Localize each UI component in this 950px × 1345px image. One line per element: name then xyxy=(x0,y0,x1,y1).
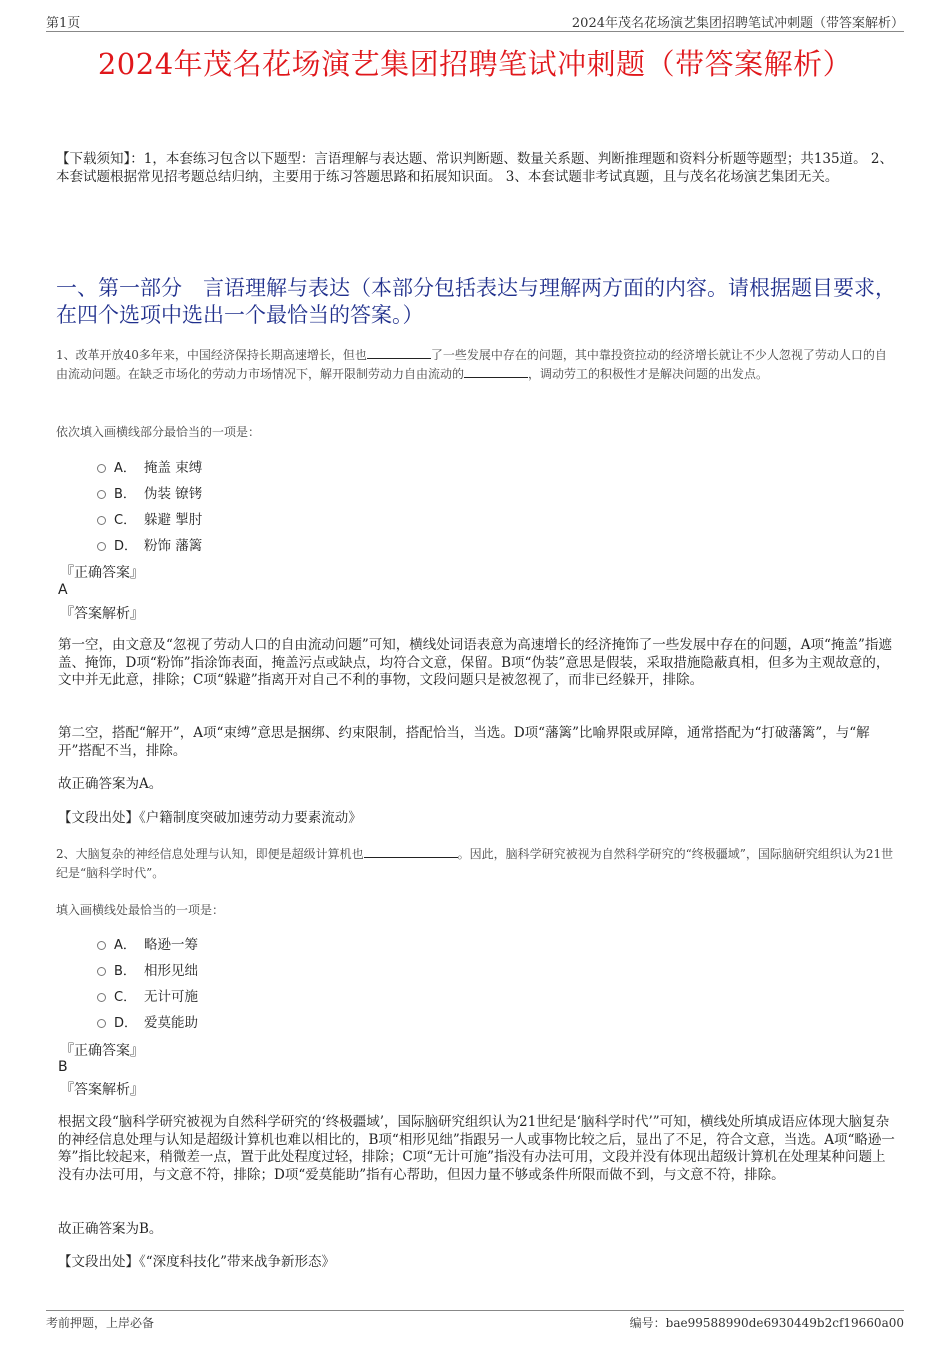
radio-icon[interactable] xyxy=(97,516,106,525)
analysis-paragraph: 第一空，由文意及“忽视了劳动人口的自由流动问题”可知，横线处词语表意为高速增长的经济掩饰了一些发展中存在的问题，A项“掩盖”指遮盖、掩饰，D项“粉饰”指涂饰表面，掩盖污点或缺点，均符合文意，保留。B项“伪装”意思是假装，采取措施隐蔽真相，但多为主观故意的，文中并无此意，排除；C项“躲避”指离开对自己不利的事物，文段问题只是被忽视了，而非已经躲开，排除。 xyxy=(58,637,892,688)
question-2-prompt: 填入画横线处最恰当的一项是： xyxy=(56,903,225,917)
download-notice: 【下载须知】：1，本套练习包含以下题型：言语理解与表达题、常识判断题、数量关系题、判断推理题和资料分析题等题型；共135道。 2、本套试题根据常见招考题总结归纳，主要用于练习答题思路和拓展知识面。 3、本套试题非考试真题，且与茂名花场演艺集团无关。 xyxy=(56,151,893,185)
question-1-prompt: 依次填入画横线部分最恰当的一项是： xyxy=(56,425,261,439)
option-b[interactable]: B． 伪装 镣铐 xyxy=(97,479,202,505)
header-divider xyxy=(46,31,904,32)
footer-doc-id: 编号：bae99588990de6930449b2cf19660a00 xyxy=(629,1316,904,1330)
question-1-text: 1、改革开放40多年来，中国经济保持长期高速增长，但也 了一些发展中存在的问题，其中靠投资拉动的经济增长就让不少人忽视了劳动人口的自由流动问题。在缺乏市场化的劳动力市场情况下，解开限制劳动力自由流动的 ，调动劳工的积极性才是解决问题的出发点。 xyxy=(56,348,887,381)
radio-icon[interactable] xyxy=(97,464,106,473)
footer-slogan: 考前押题，上岸必备 xyxy=(46,1316,155,1330)
footer-divider xyxy=(46,1310,904,1311)
option-d[interactable]: D． 粉饰 藩篱 xyxy=(97,531,202,557)
option-b[interactable]: B． 相形见绌 xyxy=(97,956,198,982)
correct-answer: A xyxy=(58,582,68,598)
correct-answer-label: 『正确答案』 xyxy=(60,565,144,581)
page-header xyxy=(46,0,904,30)
analysis-paragraph: 第二空，搭配“解开”，A项“束缚”意思是捆绑、约束限制，搭配恰当，当选。D项“藩篱”比喻界限或屏障，通常搭配为“打破藩篱”，与“解开”搭配不当，排除。 xyxy=(58,725,870,759)
radio-icon[interactable] xyxy=(97,941,106,950)
analysis-label: 『答案解析』 xyxy=(60,1082,144,1098)
option-a[interactable]: A． 略逊一筹 xyxy=(97,930,198,956)
option-c[interactable]: C． 无计可施 xyxy=(97,982,198,1008)
correct-answer: B xyxy=(58,1059,68,1075)
fill-blank xyxy=(367,347,431,359)
analysis-conclusion: 故正确答案为A。 xyxy=(58,776,163,792)
radio-icon[interactable] xyxy=(97,967,106,976)
question-1-options xyxy=(97,453,202,557)
fill-blank xyxy=(464,366,528,378)
source-citation: 【文段出处】《“深度科技化”带来战争新形态》 xyxy=(58,1254,336,1270)
header-doc-title: 2024年茂名花场演艺集团招聘笔试冲刺题（带答案解析） xyxy=(571,16,904,31)
page-number: 第1页 xyxy=(46,16,81,31)
question-2-options xyxy=(97,930,198,1034)
radio-icon[interactable] xyxy=(97,993,106,1002)
document-title: 2024年茂名花场演艺集团招聘笔试冲刺题（带答案解析） xyxy=(97,47,853,81)
analysis-label: 『答案解析』 xyxy=(60,606,144,622)
option-c[interactable]: C． 躲避 掣肘 xyxy=(97,505,202,531)
fill-blank xyxy=(364,846,458,858)
option-d[interactable]: D． 爱莫能助 xyxy=(97,1008,198,1034)
correct-answer-label: 『正确答案』 xyxy=(60,1043,144,1059)
source-citation: 【文段出处】《户籍制度突破加速劳动力要素流动》 xyxy=(58,810,362,826)
radio-icon[interactable] xyxy=(97,1019,106,1028)
question-2-text: 2、大脑复杂的神经信息处理与认知，即便是超级计算机也 。因此，脑科学研究被视为自然科学研究的“终极疆域”，国际脑研究组织认为21世纪是“脑科学时代”。 xyxy=(56,847,894,880)
analysis-conclusion: 故正确答案为B。 xyxy=(58,1221,163,1237)
analysis-paragraph: 根据文段“脑科学研究被视为自然科学研究的‘终极疆域’，国际脑研究组织认为21世纪是‘脑科学时代’”可知，横线处所填成语应体现大脑复杂的神经信息处理与认知是超级计算机也难以相比的，B项“相形见绌”指跟另一人或事物比较之后，显出了不足，符合文意，当选。A项“略逊一筹”指比较起来，稍微差一点，置于此处程度过轻，排除；C项“无计可施”指没有办法可用，文段并没有体现出超级计算机在处理某种问题上没有办法可用，与文意不符，排除；D项“爱莫能助”指有心帮助，但因力量不够或条件所限而做不到，与文意不符，排除。 xyxy=(58,1114,895,1183)
option-a[interactable]: A． 掩盖 束缚 xyxy=(97,453,202,479)
radio-icon[interactable] xyxy=(97,490,106,499)
section-heading: 一、第一部分 言语理解与表达（本部分包括表达与理解两方面的内容。请根据题目要求，在四个选项中选出一个最恰当的答案。） xyxy=(56,276,896,327)
radio-icon[interactable] xyxy=(97,542,106,551)
